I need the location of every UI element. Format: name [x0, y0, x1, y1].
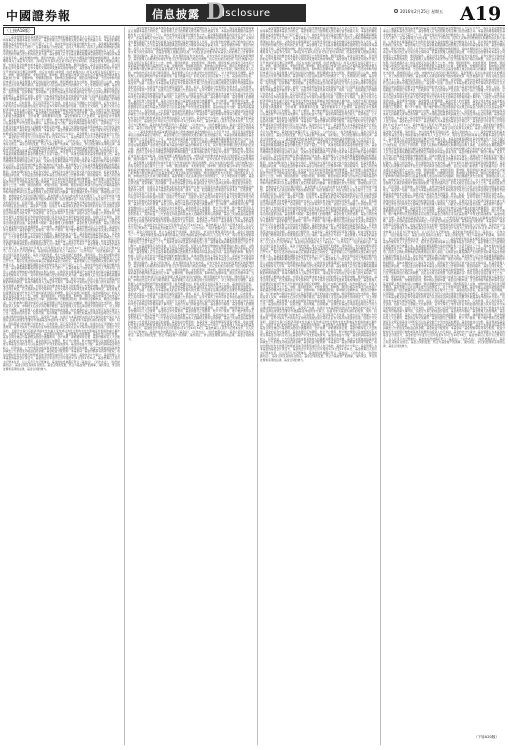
- column-divider: [124, 27, 125, 745]
- column-divider: [380, 27, 381, 745]
- column-text: （一）基金份额发售的基本情况和基金合同生效前的基金份额持有人大会召开方式、程序及表决规则等事宜应遵循本基金合同约定，基金管理人应当按照相关规定履行信息披露义务。本基金的募集期限自基金份额发售之日起不超过三个月，具体发售时间见基金份额发售公告。基金募集期间募集的资金应当存入专门账户，在基金募集行为结束前，任何人不得动用。投资人认购时所缴纳的认购费用由认购人承担，认购资金在募集期间产生的利息将折算为基金份额归基金份额持有人所有，其中利息转份额以登记机构的记录为准。基金管理人应当在基金募集期届满后按照规定办理验资和基金备案手续。基金份额的申购、赎回与转换：投资人在开放日办理基金份额的申购和赎回，具体办理时间为上海证券交易所、深圳证券交易所的正常交易日的交易时间，但基金管理人根据法律法规、中国证监会的要求或本基金合同的规定公告暂停申购、赎回时除外。基金合同生效后，若出现新的证券交易市场、证券交易所交易时间变更或其他特殊情况，基金管理人将视情况对前述开放日及开放时间进行相应的调整，但应在实施日前依照《信息披露办法》的有关规定在指定媒介上公告。申购、赎回的原则：未知价原则，即申购、赎回价格以申请当日收市后计算的基金份额净值为基准进行计算；金额申购、份额赎回原则，即申购以金额申请，赎回以份额申请；当日的申购与赎回申请可以在基金管理人规定的时间以内撤销；赎回遵循先进先出原则，即按照投资人认购、申购的先后次序进行顺序赎回。基金管理人可在法律法规允许的情况下，对上述原则进行调整。基金管理人必须在新规则开始实施前依照《信息披露办法》的有关规定在指定媒介上公告。基金的投资目标、投资范围、投资策略、投资限制、业绩比较基准及风险收益特征应当符合法律法规和中国证监会的规定。基金资产估值：估值日为本基金相关的证券交易场所的交易日以及国家法律法规规定需要对外披露基金净值的非交易日。估值对象为基金所拥有的股票、债券、权证、股指期货合约和银行存款本息、应收款项、其它投资等资产及负债。估值方法应当遵循公允价值原则，证券交易所上市的有价证券的估值按估值日其所在证券交易所的收盘价估值；估值日无交易的，且最近交易日后经济环境未发生重大变化或证券发行机构未发生影响证券价格的重大事件的，以最近交易日的收盘价估值。基金费用与税收：基金管理人的管理费、基金托管人的托管费、基金合同生效后与基金相关的信息披露费用、会计师费、律师费和诉讼费、基金份额持有人大会费用、基金的证券交易费用、基金的银行汇划费用、账户开户费用、账户维护费用以及按照国家有关规定和基金合同约定可以在基金财产中列支的其他费用。基金的收益与分配：基金利润指基金利息收入、投资收益、公允价值变动收益和其他收入扣除相关费用后的余额，基金已实现收益指基金利润减去公允价值变动收益后的余额。基金收益分配原则：本基金每一基金份额享有同等分配权；收益分配时所发生的银行转账或其他手续费用由投资人自行承担。基金的会计与审计：基金管理人为本基金的基金会计责任方，基金的会计年度为公历年度的1月1日至12月31日，基金核算以人民币为记账本位币，以人民币元为记账单位。基金的信息披露应符合《基金法》、《运作办法》、《信息披露办法》、基金合同及其他有关规定。基金合同的变更、终止与基金财产的清算，违约责任，争议的处理和适用的法律，基金合同的效力。（一）基金份额发售的基本情况和基金合同生效前的基金份额持有人大会召开方式、程序及表决规则等事宜应遵循本基金合同约定，基金管理人应当按照相关规定履行信息披露义务。本基金的募集期限自基金份额发售之日起不超过三个月，具体发售时间见基金份额发售公告。基金募集期间募集的资金应当存入专门账户，在基金募集行为结束前，任何人不得动用。投资人认购时所缴纳的认购费用由认购人承担，认购资金在募集期间产生的利息将折算为基金份额归基金份额持有人所有，其中利息转份额以登记机构的记录为准。基金管理人应当在基金募集期届满后按照规定办理验资和基金备案手续。基金份额的申购、赎回与转换：投资人在开放日办理基金份额的申购和赎回，具体办理时间为上海证券交易所、深圳证券交易所的正常交易日的交易时间，但基金管理人根据法律法规、中国证监会的要求或本基金合同的规定公告暂停申购、赎回时除外。基金合同生效后，若出现新的证券交易市场、证券交易所交易时间变更或其他特殊情况，基金管理人将视情况对前述开放日及开放时间进行相应的调整，但应在实施日前依照《信息披露办法》的有关规定在指定媒介上公告。申购、赎回的原则：未知价原则，即申购、赎回价格以申请当日收市后计算的基金份额净值为基准进行计算；金额申购、份额赎回原则，即申购以金额申请，赎回以份额申请；当日的申购与赎回申请可以在基金管理人规定的时间以内撤销；赎回遵循先进先出原则，即按照投资人认购、申购的先后次序进行顺序赎回。基金管理人可在法律法规允许的情况下，对上述原则进行调整。基金管理人必须在新规则开始实施前依照《信息披露办法》的有关规定在指定媒介上公告。基金的投资目标、投资范围、投资策略、投资限制、业绩比较基准及风险收益特征应当符合法律法规和中国证监会的规定。基金资产估值：估值日为本基金相关的证券交易场所的交易日以及国家法律法规规定需要对外披露基金净值的非交易日。估值对象为基金所拥有的股票、债券、权证、股指期货合约和银行存款本息、应收款项、其它投资等资产及负债。估值方法应当遵循公允价值原则，证券交易所上市的有价证券的估值按估值日其所在证券交易所的收盘价估值；估值日无交易的，且最近交易日后经济环境未发生重大变化或证券发行机构未发生影响证券价格的重大事件的，以最近交易日的收盘价估值。基金费用与税收：基金管理人的管理费、基金托管人的托管费、基金合同生效后与基金相关的信息披露费用、会计师费、律师费和诉讼费、基金份额持有人大会费用、基金的证券交易费用、基金的银行汇划费用、账户开户费用、账户维护费用以及按照国家有关规定和基金合同约定可以在基金财产中列支的其他费用。基金的收益与分配：基金利润指基金利息收入、投资收益、公允价值变动收益和其他收入扣除相关费用后的余额，基金已实现收益指基金利润减去公允价值变动收益后的余额。基金收益分配原则：本基金每一基金份额享有同等分配权；收益分配时所发生的银行转账或其他手续费用由投资人自行承担。基金的会计与审计：基金管理人为本基金的基金会计责任方，基金的会计年度为公历年度的1月1日至12月31日，基金核算以人民币为记账本位币，以人民币元为记账单位。基金的信息披露应符合《基金法》、《运作办法》、《信息披露办法》、基金合同及其他有关规定。基金合同的变更、终止与基金财产的清算，违约责任，争议的处理和适用的法律，基金合同的效力。（一）基金份额发售的基本情况和基金合同生效前的基金份额持有人大会召开方式、程序及表决规则等事宜应遵循本基金合同约定，基金管理人应当按照相关规定履行信息披露义务。本基金的募集期限自基金份额发售之日起不超过三个月，具体发售时间见基金份额发售公告。基金募集期间募集的资金应当存入专门账户，在基金募集行为结束前，任何人不得动用。投资人认购时所缴纳的认购费用由认购人承担，认购资金在募集期间产生的利息将折算为基金份额归基金份额持有人所有，其中利息转份额以登记机构的记录为准。基金管理人应当在基金募集期届满后按照规定办理验资和基金备案手续。基金份额的申购、赎回与转换：投资人在开放日办理基金份额的申购和赎回，具体办理时间为上海证券交易所、深圳证券交易所的正常交易日的交易时间，但基金管理人根据法律法规、中国证监会的要求或本基金合同的规定公告暂停申购、赎回时除外。基金合同生效后，若出现新的证券交易市场、证券交易所交易时间变更或其他特殊情况，基金管理人将视情况对前述开放日及开放时间进行相应的调整，但应在实施日前依照《信息披露办法》的有关规定在指定媒介上公告。申购、赎回的原则：未知价原则，即申购、赎回价格以申请当日收市后计算的基金份额净值为基准进行计算；金额申购、份额赎回原则，即申购以金额申请，赎回以份额申请；当日的申购与赎回申请可以在基金管理人规定的时间以内撤销；赎回遵循先进先出原则，即按照投资人认购、申购的先后次序进行顺序赎回。基金管理人可在法律法规允许的情况下，对上述原则进行调整。基金管理人必须在新规则开始实施前依照《信息披露办法》的有关规定在指定媒介上公告。基金的投资目标、投资范围、投资策略、投资限制、业绩比较基准及风险收益特征应当符合法律法规和中国证监会的规定。基金资产估值：估值日为本基金相关的证券交易场所的交易日以及国家法律法规规定需要对外披露基金净值的非交易日。估值对象为基金所拥有的股票、债券、权证、股指期货合约和银行存款本息、应收款项、其它投资等资产及负债。估值方法应当遵循公允价值原则，证券交易所上市的有价证券的估值按估值日其所在证券交易所的收盘价估值；估值日无交易的，且最近交易日后经济环境未发生重大变化或证券发行机构未发生影响证券价格的重大事件的，以最近交易日的收盘价估值。基金费用与税收：基金管理人的管理费、基金托管人的托管费、基金合同生效后与基金相关的信息披露费用、会计师费、律师费和诉讼费、基金份额持有人大会费用、基金的证券交易费用、基金的银行汇划费用、账户开户费用、账户维护费用以及按照国家有关规定和基金合同约定可以在基金财产中列支的其他费用。基金的收益与分配：基金利润指基金利息收入、投资收益、公允价值变动收益和其他收入扣除相关费用后的余额，基金已实现收益指基金利润减去公允价值变动收益后的余额。基金收益分配原则：本基金每一基金份额享有同等分配权；收益分配时所发生的银行转账或其他手续费用由投资人自行承担。基金的会计与审计：基金管理人为本基金的基金会计责任方，基金的会计年度为公历年度的1月1日至12月31日，基金核算以人民币为记账本位币，以人民币元为记账单位。基金的信息披露应符合《基金法》、《运作办法》、《信息披露办法》、基金合同及其他有关规定。基金合同的变更、终止与基金财产的清算，违约责任，争议的处理和适用的法律，基金合同的效力。: [383, 27, 505, 348]
- page-header: [0, 0, 508, 28]
- text-column-2: [128, 27, 254, 745]
- section-initial-letter: D: [206, 0, 226, 25]
- column-divider: [257, 27, 258, 745]
- text-column-3: [260, 27, 377, 745]
- clock-icon: [394, 9, 398, 13]
- newspaper-logo: 中國證券報: [6, 9, 72, 23]
- publication-date: 2016年2月25日 星期五: [400, 9, 444, 14]
- header-rule: [3, 25, 505, 26]
- column-text: （一）基金份额发售的基本情况和基金合同生效前的基金份额持有人大会召开方式、程序及表决规则等事宜应遵循本基金合同约定，基金管理人应当按照相关规定履行信息披露义务。本基金的募集期限自基金份额发售之日起不超过三个月，具体发售时间见基金份额发售公告。基金募集期间募集的资金应当存入专门账户，在基金募集行为结束前，任何人不得动用。投资人认购时所缴纳的认购费用由认购人承担，认购资金在募集期间产生的利息将折算为基金份额归基金份额持有人所有，其中利息转份额以登记机构的记录为准。基金管理人应当在基金募集期届满后按照规定办理验资和基金备案手续。基金份额的申购、赎回与转换：投资人在开放日办理基金份额的申购和赎回，具体办理时间为上海证券交易所、深圳证券交易所的正常交易日的交易时间，但基金管理人根据法律法规、中国证监会的要求或本基金合同的规定公告暂停申购、赎回时除外。基金合同生效后，若出现新的证券交易市场、证券交易所交易时间变更或其他特殊情况，基金管理人将视情况对前述开放日及开放时间进行相应的调整，但应在实施日前依照《信息披露办法》的有关规定在指定媒介上公告。申购、赎回的原则：未知价原则，即申购、赎回价格以申请当日收市后计算的基金份额净值为基准进行计算；金额申购、份额赎回原则，即申购以金额申请，赎回以份额申请；当日的申购与赎回申请可以在基金管理人规定的时间以内撤销；赎回遵循先进先出原则，即按照投资人认购、申购的先后次序进行顺序赎回。基金管理人可在法律法规允许的情况下，对上述原则进行调整。基金管理人必须在新规则开始实施前依照《信息披露办法》的有关规定在指定媒介上公告。基金的投资目标、投资范围、投资策略、投资限制、业绩比较基准及风险收益特征应当符合法律法规和中国证监会的规定。基金资产估值：估值日为本基金相关的证券交易场所的交易日以及国家法律法规规定需要对外披露基金净值的非交易日。估值对象为基金所拥有的股票、债券、权证、股指期货合约和银行存款本息、应收款项、其它投资等资产及负债。估值方法应当遵循公允价值原则，证券交易所上市的有价证券的估值按估值日其所在证券交易所的收盘价估值；估值日无交易的，且最近交易日后经济环境未发生重大变化或证券发行机构未发生影响证券价格的重大事件的，以最近交易日的收盘价估值。基金费用与税收：基金管理人的管理费、基金托管人的托管费、基金合同生效后与基金相关的信息披露费用、会计师费、律师费和诉讼费、基金份额持有人大会费用、基金的证券交易费用、基金的银行汇划费用、账户开户费用、账户维护费用以及按照国家有关规定和基金合同约定可以在基金财产中列支的其他费用。基金的收益与分配：基金利润指基金利息收入、投资收益、公允价值变动收益和其他收入扣除相关费用后的余额，基金已实现收益指基金利润减去公允价值变动收益后的余额。基金收益分配原则：本基金每一基金份额享有同等分配权；收益分配时所发生的银行转账或其他手续费用由投资人自行承担。基金的会计与审计：基金管理人为本基金的基金会计责任方，基金的会计年度为公历年度的1月1日至12月31日，基金核算以人民币为记账本位币，以人民币元为记账单位。基金的信息披露应符合《基金法》、《运作办法》、《信息披露办法》、基金合同及其他有关规定。基金合同的变更、终止与基金财产的清算，违约责任，争议的处理和适用的法律，基金合同的效力。（一）基金份额发售的基本情况和基金合同生效前的基金份额持有人大会召开方式、程序及表决规则等事宜应遵循本基金合同约定，基金管理人应当按照相关规定履行信息披露义务。本基金的募集期限自基金份额发售之日起不超过三个月，具体发售时间见基金份额发售公告。基金募集期间募集的资金应当存入专门账户，在基金募集行为结束前，任何人不得动用。投资人认购时所缴纳的认购费用由认购人承担，认购资金在募集期间产生的利息将折算为基金份额归基金份额持有人所有，其中利息转份额以登记机构的记录为准。基金管理人应当在基金募集期届满后按照规定办理验资和基金备案手续。基金份额的申购、赎回与转换：投资人在开放日办理基金份额的申购和赎回，具体办理时间为上海证券交易所、深圳证券交易所的正常交易日的交易时间，但基金管理人根据法律法规、中国证监会的要求或本基金合同的规定公告暂停申购、赎回时除外。基金合同生效后，若出现新的证券交易市场、证券交易所交易时间变更或其他特殊情况，基金管理人将视情况对前述开放日及开放时间进行相应的调整，但应在实施日前依照《信息披露办法》的有关规定在指定媒介上公告。申购、赎回的原则：未知价原则，即申购、赎回价格以申请当日收市后计算的基金份额净值为基准进行计算；金额申购、份额赎回原则，即申购以金额申请，赎回以份额申请；当日的申购与赎回申请可以在基金管理人规定的时间以内撤销；赎回遵循先进先出原则，即按照投资人认购、申购的先后次序进行顺序赎回。基金管理人可在法律法规允许的情况下，对上述原则进行调整。基金管理人必须在新规则开始实施前依照《信息披露办法》的有关规定在指定媒介上公告。基金的投资目标、投资范围、投资策略、投资限制、业绩比较基准及风险收益特征应当符合法律法规和中国证监会的规定。基金资产估值：估值日为本基金相关的证券交易场所的交易日以及国家法律法规规定需要对外披露基金净值的非交易日。估值对象为基金所拥有的股票、债券、权证、股指期货合约和银行存款本息、应收款项、其它投资等资产及负债。估值方法应当遵循公允价值原则，证券交易所上市的有价证券的估值按估值日其所在证券交易所的收盘价估值；估值日无交易的，且最近交易日后经济环境未发生重大变化或证券发行机构未发生影响证券价格的重大事件的，以最近交易日的收盘价估值。基金费用与税收：基金管理人的管理费、基金托管人的托管费、基金合同生效后与基金相关的信息披露费用、会计师费、律师费和诉讼费、基金份额持有人大会费用、基金的证券交易费用、基金的银行汇划费用、账户开户费用、账户维护费用以及按照国家有关规定和基金合同约定可以在基金财产中列支的其他费用。基金的收益与分配：基金利润指基金利息收入、投资收益、公允价值变动收益和其他收入扣除相关费用后的余额，基金已实现收益指基金利润减去公允价值变动收益后的余额。基金收益分配原则：本基金每一基金份额享有同等分配权；收益分配时所发生的银行转账或其他手续费用由投资人自行承担。基金的会计与审计：基金管理人为本基金的基金会计责任方，基金的会计年度为公历年度的1月1日至12月31日，基金核算以人民币为记账本位币，以人民币元为记账单位。基金的信息披露应符合《基金法》、《运作办法》、《信息披露办法》、基金合同及其他有关规定。基金合同的变更、终止与基金财产的清算，违约责任，争议的处理和适用的法律，基金合同的效力。（一）基金份额发售的基本情况和基金合同生效前的基金份额持有人大会召开方式、程序及表决规则等事宜应遵循本基金合同约定，基金管理人应当按照相关规定履行信息披露义务。本基金的募集期限自基金份额发售之日起不超过三个月，具体发售时间见基金份额发售公告。基金募集期间募集的资金应当存入专门账户，在基金募集行为结束前，任何人不得动用。投资人认购时所缴纳的认购费用由认购人承担，认购资金在募集期间产生的利息将折算为基金份额归基金份额持有人所有，其中利息转份额以登记机构的记录为准。基金管理人应当在基金募集期届满后按照规定办理验资和基金备案手续。基金份额的申购、赎回与转换：投资人在开放日办理基金份额的申购和赎回，具体办理时间为上海证券交易所、深圳证券交易所的正常交易日的交易时间，但基金管理人根据法律法规、中国证监会的要求或本基金合同的规定公告暂停申购、赎回时除外。基金合同生效后，若出现新的证券交易市场、证券交易所交易时间变更或其他特殊情况，基金管理人将视情况对前述开放日及开放时间进行相应的调整，但应在实施日前依照《信息披露办法》的有关规定在指定媒介上公告。申购、赎回的原则：未知价原则，即申购、赎回价格以申请当日收市后计算的基金份额净值为基准进行计算；金额申购、份额赎回原则，即申购以金额申请，赎回以份额申请；当日的申购与赎回申请可以在基金管理人规定的时间以内撤销；赎回遵循先进先出原则，即按照投资人认购、申购的先后次序进行顺序赎回。基金管理人可在法律法规允许的情况下，对上述原则进行调整。基金管理人必须在新规则开始实施前依照《信息披露办法》的有关规定在指定媒介上公告。基金的投资目标、投资范围、投资策略、投资限制、业绩比较基准及风险收益特征应当符合法律法规和中国证监会的规定。基金资产估值：估值日为本基金相关的证券交易场所的交易日以及国家法律法规规定需要对外披露基金净值的非交易日。估值对象为基金所拥有的股票、债券、权证、股指期货合约和银行存款本息、应收款项、其它投资等资产及负债。估值方法应当遵循公允价值原则，证券交易所上市的有价证券的估值按估值日其所在证券交易所的收盘价估值；估值日无交易的，且最近交易日后经济环境未发生重大变化或证券发行机构未发生影响证券价格的重大事件的，以最近交易日的收盘价估值。基金费用与税收：基金管理人的管理费、基金托管人的托管费、基金合同生效后与基金相关的信息披露费用、会计师费、律师费和诉讼费、基金份额持有人大会费用、基金的证券交易费用、基金的银行汇划费用、账户开户费用、账户维护费用以及按照国家有关规定和基金合同约定可以在基金财产中列支的其他费用。基金的收益与分配：基金利润指基金利息收入、投资收益、公允价值变动收益和其他收入扣除相关费用后的余额，基金已实现收益指基金利润减去公允价值变动收益后的余额。基金收益分配原则：本基金每一基金份额享有同等分配权；收益分配时所发生的银行转账或其他手续费用由投资人自行承担。基金的会计与审计：基金管理人为本基金的基金会计责任方，基金的会计年度为公历年度的1月1日至12月31日，基金核算以人民币为记账本位币，以人民币元为记账单位。基金的信息披露应符合《基金法》、《运作办法》、《信息披露办法》、基金合同及其他有关规定。基金合同的变更、终止与基金财产的清算，违约责任，争议的处理和适用的法律，基金合同的效力。: [3, 35, 120, 371]
- continuation-footer: （下转A20版）: [474, 735, 499, 739]
- section-subtitle: isclosure: [222, 8, 271, 19]
- column-text: （一）基金份额发售的基本情况和基金合同生效前的基金份额持有人大会召开方式、程序及表决规则等事宜应遵循本基金合同约定，基金管理人应当按照相关规定履行信息披露义务。本基金的募集期限自基金份额发售之日起不超过三个月，具体发售时间见基金份额发售公告。基金募集期间募集的资金应当存入专门账户，在基金募集行为结束前，任何人不得动用。投资人认购时所缴纳的认购费用由认购人承担，认购资金在募集期间产生的利息将折算为基金份额归基金份额持有人所有，其中利息转份额以登记机构的记录为准。基金管理人应当在基金募集期届满后按照规定办理验资和基金备案手续。基金份额的申购、赎回与转换：投资人在开放日办理基金份额的申购和赎回，具体办理时间为上海证券交易所、深圳证券交易所的正常交易日的交易时间，但基金管理人根据法律法规、中国证监会的要求或本基金合同的规定公告暂停申购、赎回时除外。基金合同生效后，若出现新的证券交易市场、证券交易所交易时间变更或其他特殊情况，基金管理人将视情况对前述开放日及开放时间进行相应的调整，但应在实施日前依照《信息披露办法》的有关规定在指定媒介上公告。申购、赎回的原则：未知价原则，即申购、赎回价格以申请当日收市后计算的基金份额净值为基准进行计算；金额申购、份额赎回原则，即申购以金额申请，赎回以份额申请；当日的申购与赎回申请可以在基金管理人规定的时间以内撤销；赎回遵循先进先出原则，即按照投资人认购、申购的先后次序进行顺序赎回。基金管理人可在法律法规允许的情况下，对上述原则进行调整。基金管理人必须在新规则开始实施前依照《信息披露办法》的有关规定在指定媒介上公告。基金的投资目标、投资范围、投资策略、投资限制、业绩比较基准及风险收益特征应当符合法律法规和中国证监会的规定。基金资产估值：估值日为本基金相关的证券交易场所的交易日以及国家法律法规规定需要对外披露基金净值的非交易日。估值对象为基金所拥有的股票、债券、权证、股指期货合约和银行存款本息、应收款项、其它投资等资产及负债。估值方法应当遵循公允价值原则，证券交易所上市的有价证券的估值按估值日其所在证券交易所的收盘价估值；估值日无交易的，且最近交易日后经济环境未发生重大变化或证券发行机构未发生影响证券价格的重大事件的，以最近交易日的收盘价估值。基金费用与税收：基金管理人的管理费、基金托管人的托管费、基金合同生效后与基金相关的信息披露费用、会计师费、律师费和诉讼费、基金份额持有人大会费用、基金的证券交易费用、基金的银行汇划费用、账户开户费用、账户维护费用以及按照国家有关规定和基金合同约定可以在基金财产中列支的其他费用。基金的收益与分配：基金利润指基金利息收入、投资收益、公允价值变动收益和其他收入扣除相关费用后的余额，基金已实现收益指基金利润减去公允价值变动收益后的余额。基金收益分配原则：本基金每一基金份额享有同等分配权；收益分配时所发生的银行转账或其他手续费用由投资人自行承担。基金的会计与审计：基金管理人为本基金的基金会计责任方，基金的会计年度为公历年度的1月1日至12月31日，基金核算以人民币为记账本位币，以人民币元为记账单位。基金的信息披露应符合《基金法》、《运作办法》、《信息披露办法》、基金合同及其他有关规定。基金合同的变更、终止与基金财产的清算，违约责任，争议的处理和适用的法律，基金合同的效力。（一）基金份额发售的基本情况和基金合同生效前的基金份额持有人大会召开方式、程序及表决规则等事宜应遵循本基金合同约定，基金管理人应当按照相关规定履行信息披露义务。本基金的募集期限自基金份额发售之日起不超过三个月，具体发售时间见基金份额发售公告。基金募集期间募集的资金应当存入专门账户，在基金募集行为结束前，任何人不得动用。投资人认购时所缴纳的认购费用由认购人承担，认购资金在募集期间产生的利息将折算为基金份额归基金份额持有人所有，其中利息转份额以登记机构的记录为准。基金管理人应当在基金募集期届满后按照规定办理验资和基金备案手续。基金份额的申购、赎回与转换：投资人在开放日办理基金份额的申购和赎回，具体办理时间为上海证券交易所、深圳证券交易所的正常交易日的交易时间，但基金管理人根据法律法规、中国证监会的要求或本基金合同的规定公告暂停申购、赎回时除外。基金合同生效后，若出现新的证券交易市场、证券交易所交易时间变更或其他特殊情况，基金管理人将视情况对前述开放日及开放时间进行相应的调整，但应在实施日前依照《信息披露办法》的有关规定在指定媒介上公告。申购、赎回的原则：未知价原则，即申购、赎回价格以申请当日收市后计算的基金份额净值为基准进行计算；金额申购、份额赎回原则，即申购以金额申请，赎回以份额申请；当日的申购与赎回申请可以在基金管理人规定的时间以内撤销；赎回遵循先进先出原则，即按照投资人认购、申购的先后次序进行顺序赎回。基金管理人可在法律法规允许的情况下，对上述原则进行调整。基金管理人必须在新规则开始实施前依照《信息披露办法》的有关规定在指定媒介上公告。基金的投资目标、投资范围、投资策略、投资限制、业绩比较基准及风险收益特征应当符合法律法规和中国证监会的规定。基金资产估值：估值日为本基金相关的证券交易场所的交易日以及国家法律法规规定需要对外披露基金净值的非交易日。估值对象为基金所拥有的股票、债券、权证、股指期货合约和银行存款本息、应收款项、其它投资等资产及负债。估值方法应当遵循公允价值原则，证券交易所上市的有价证券的估值按估值日其所在证券交易所的收盘价估值；估值日无交易的，且最近交易日后经济环境未发生重大变化或证券发行机构未发生影响证券价格的重大事件的，以最近交易日的收盘价估值。基金费用与税收：基金管理人的管理费、基金托管人的托管费、基金合同生效后与基金相关的信息披露费用、会计师费、律师费和诉讼费、基金份额持有人大会费用、基金的证券交易费用、基金的银行汇划费用、账户开户费用、账户维护费用以及按照国家有关规定和基金合同约定可以在基金财产中列支的其他费用。基金的收益与分配：基金利润指基金利息收入、投资收益、公允价值变动收益和其他收入扣除相关费用后的余额，基金已实现收益指基金利润减去公允价值变动收益后的余额。基金收益分配原则：本基金每一基金份额享有同等分配权；收益分配时所发生的银行转账或其他手续费用由投资人自行承担。基金的会计与审计：基金管理人为本基金的基金会计责任方，基金的会计年度为公历年度的1月1日至12月31日，基金核算以人民币为记账本位币，以人民币元为记账单位。基金的信息披露应符合《基金法》、《运作办法》、《信息披露办法》、基金合同及其他有关规定。基金合同的变更、终止与基金财产的清算，违约责任，争议的处理和适用的法律，基金合同的效力。（一）基金份额发售的基本情况和基金合同生效前的基金份额持有人大会召开方式、程序及表决规则等事宜应遵循本基金合同约定，基金管理人应当按照相关规定履行信息披露义务。本基金的募集期限自基金份额发售之日起不超过三个月，具体发售时间见基金份额发售公告。基金募集期间募集的资金应当存入专门账户，在基金募集行为结束前，任何人不得动用。投资人认购时所缴纳的认购费用由认购人承担，认购资金在募集期间产生的利息将折算为基金份额归基金份额持有人所有，其中利息转份额以登记机构的记录为准。基金管理人应当在基金募集期届满后按照规定办理验资和基金备案手续。基金份额的申购、赎回与转换：投资人在开放日办理基金份额的申购和赎回，具体办理时间为上海证券交易所、深圳证券交易所的正常交易日的交易时间，但基金管理人根据法律法规、中国证监会的要求或本基金合同的规定公告暂停申购、赎回时除外。基金合同生效后，若出现新的证券交易市场、证券交易所交易时间变更或其他特殊情况，基金管理人将视情况对前述开放日及开放时间进行相应的调整，但应在实施日前依照《信息披露办法》的有关规定在指定媒介上公告。申购、赎回的原则：未知价原则，即申购、赎回价格以申请当日收市后计算的基金份额净值为基准进行计算；金额申购、份额赎回原则，即申购以金额申请，赎回以份额申请；当日的申购与赎回申请可以在基金管理人规定的时间以内撤销；赎回遵循先进先出原则，即按照投资人认购、申购的先后次序进行顺序赎回。基金管理人可在法律法规允许的情况下，对上述原则进行调整。基金管理人必须在新规则开始实施前依照《信息披露办法》的有关规定在指定媒介上公告。基金的投资目标、投资范围、投资策略、投资限制、业绩比较基准及风险收益特征应当符合法律法规和中国证监会的规定。基金资产估值：估值日为本基金相关的证券交易场所的交易日以及国家法律法规规定需要对外披露基金净值的非交易日。估值对象为基金所拥有的股票、债券、权证、股指期货合约和银行存款本息、应收款项、其它投资等资产及负债。估值方法应当遵循公允价值原则，证券交易所上市的有价证券的估值按估值日其所在证券交易所的收盘价估值；估值日无交易的，且最近交易日后经济环境未发生重大变化或证券发行机构未发生影响证券价格的重大事件的，以最近交易日的收盘价估值。基金费用与税收：基金管理人的管理费、基金托管人的托管费、基金合同生效后与基金相关的信息披露费用、会计师费、律师费和诉讼费、基金份额持有人大会费用、基金的证券交易费用、基金的银行汇划费用、账户开户费用、账户维护费用以及按照国家有关规定和基金合同约定可以在基金财产中列支的其他费用。基金的收益与分配：基金利润指基金利息收入、投资收益、公允价值变动收益和其他收入扣除相关费用后的余额，基金已实现收益指基金利润减去公允价值变动收益后的余额。基金收益分配原则：本基金每一基金份额享有同等分配权；收益分配时所发生的银行转账或其他手续费用由投资人自行承担。基金的会计与审计：基金管理人为本基金的基金会计责任方，基金的会计年度为公历年度的1月1日至12月31日，基金核算以人民币为记账本位币，以人民币元为记账单位。基金的信息披露应符合《基金法》、《运作办法》、《信息披露办法》、基金合同及其他有关规定。基金合同的变更、终止与基金财产的清算，违约责任，争议的处理和适用的法律，基金合同的效力。: [260, 27, 377, 362]
- column-text: （一）基金份额发售的基本情况和基金合同生效前的基金份额持有人大会召开方式、程序及表决规则等事宜应遵循本基金合同约定，基金管理人应当按照相关规定履行信息披露义务。本基金的募集期限自基金份额发售之日起不超过三个月，具体发售时间见基金份额发售公告。基金募集期间募集的资金应当存入专门账户，在基金募集行为结束前，任何人不得动用。投资人认购时所缴纳的认购费用由认购人承担，认购资金在募集期间产生的利息将折算为基金份额归基金份额持有人所有，其中利息转份额以登记机构的记录为准。基金管理人应当在基金募集期届满后按照规定办理验资和基金备案手续。基金份额的申购、赎回与转换：投资人在开放日办理基金份额的申购和赎回，具体办理时间为上海证券交易所、深圳证券交易所的正常交易日的交易时间，但基金管理人根据法律法规、中国证监会的要求或本基金合同的规定公告暂停申购、赎回时除外。基金合同生效后，若出现新的证券交易市场、证券交易所交易时间变更或其他特殊情况，基金管理人将视情况对前述开放日及开放时间进行相应的调整，但应在实施日前依照《信息披露办法》的有关规定在指定媒介上公告。申购、赎回的原则：未知价原则，即申购、赎回价格以申请当日收市后计算的基金份额净值为基准进行计算；金额申购、份额赎回原则，即申购以金额申请，赎回以份额申请；当日的申购与赎回申请可以在基金管理人规定的时间以内撤销；赎回遵循先进先出原则，即按照投资人认购、申购的先后次序进行顺序赎回。基金管理人可在法律法规允许的情况下，对上述原则进行调整。基金管理人必须在新规则开始实施前依照《信息披露办法》的有关规定在指定媒介上公告。基金的投资目标、投资范围、投资策略、投资限制、业绩比较基准及风险收益特征应当符合法律法规和中国证监会的规定。基金资产估值：估值日为本基金相关的证券交易场所的交易日以及国家法律法规规定需要对外披露基金净值的非交易日。估值对象为基金所拥有的股票、债券、权证、股指期货合约和银行存款本息、应收款项、其它投资等资产及负债。估值方法应当遵循公允价值原则，证券交易所上市的有价证券的估值按估值日其所在证券交易所的收盘价估值；估值日无交易的，且最近交易日后经济环境未发生重大变化或证券发行机构未发生影响证券价格的重大事件的，以最近交易日的收盘价估值。基金费用与税收：基金管理人的管理费、基金托管人的托管费、基金合同生效后与基金相关的信息披露费用、会计师费、律师费和诉讼费、基金份额持有人大会费用、基金的证券交易费用、基金的银行汇划费用、账户开户费用、账户维护费用以及按照国家有关规定和基金合同约定可以在基金财产中列支的其他费用。基金的收益与分配：基金利润指基金利息收入、投资收益、公允价值变动收益和其他收入扣除相关费用后的余额，基金已实现收益指基金利润减去公允价值变动收益后的余额。基金收益分配原则：本基金每一基金份额享有同等分配权；收益分配时所发生的银行转账或其他手续费用由投资人自行承担。基金的会计与审计：基金管理人为本基金的基金会计责任方，基金的会计年度为公历年度的1月1日至12月31日，基金核算以人民币为记账本位币，以人民币元为记账单位。基金的信息披露应符合《基金法》、《运作办法》、《信息披露办法》、基金合同及其他有关规定。基金合同的变更、终止与基金财产的清算，违约责任，争议的处理和适用的法律，基金合同的效力。（一）基金份额发售的基本情况和基金合同生效前的基金份额持有人大会召开方式、程序及表决规则等事宜应遵循本基金合同约定，基金管理人应当按照相关规定履行信息披露义务。本基金的募集期限自基金份额发售之日起不超过三个月，具体发售时间见基金份额发售公告。基金募集期间募集的资金应当存入专门账户，在基金募集行为结束前，任何人不得动用。投资人认购时所缴纳的认购费用由认购人承担，认购资金在募集期间产生的利息将折算为基金份额归基金份额持有人所有，其中利息转份额以登记机构的记录为准。基金管理人应当在基金募集期届满后按照规定办理验资和基金备案手续。基金份额的申购、赎回与转换：投资人在开放日办理基金份额的申购和赎回，具体办理时间为上海证券交易所、深圳证券交易所的正常交易日的交易时间，但基金管理人根据法律法规、中国证监会的要求或本基金合同的规定公告暂停申购、赎回时除外。基金合同生效后，若出现新的证券交易市场、证券交易所交易时间变更或其他特殊情况，基金管理人将视情况对前述开放日及开放时间进行相应的调整，但应在实施日前依照《信息披露办法》的有关规定在指定媒介上公告。申购、赎回的原则：未知价原则，即申购、赎回价格以申请当日收市后计算的基金份额净值为基准进行计算；金额申购、份额赎回原则，即申购以金额申请，赎回以份额申请；当日的申购与赎回申请可以在基金管理人规定的时间以内撤销；赎回遵循先进先出原则，即按照投资人认购、申购的先后次序进行顺序赎回。基金管理人可在法律法规允许的情况下，对上述原则进行调整。基金管理人必须在新规则开始实施前依照《信息披露办法》的有关规定在指定媒介上公告。基金的投资目标、投资范围、投资策略、投资限制、业绩比较基准及风险收益特征应当符合法律法规和中国证监会的规定。基金资产估值：估值日为本基金相关的证券交易场所的交易日以及国家法律法规规定需要对外披露基金净值的非交易日。估值对象为基金所拥有的股票、债券、权证、股指期货合约和银行存款本息、应收款项、其它投资等资产及负债。估值方法应当遵循公允价值原则，证券交易所上市的有价证券的估值按估值日其所在证券交易所的收盘价估值；估值日无交易的，且最近交易日后经济环境未发生重大变化或证券发行机构未发生影响证券价格的重大事件的，以最近交易日的收盘价估值。基金费用与税收：基金管理人的管理费、基金托管人的托管费、基金合同生效后与基金相关的信息披露费用、会计师费、律师费和诉讼费、基金份额持有人大会费用、基金的证券交易费用、基金的银行汇划费用、账户开户费用、账户维护费用以及按照国家有关规定和基金合同约定可以在基金财产中列支的其他费用。基金的收益与分配：基金利润指基金利息收入、投资收益、公允价值变动收益和其他收入扣除相关费用后的余额，基金已实现收益指基金利润减去公允价值变动收益后的余额。基金收益分配原则：本基金每一基金份额享有同等分配权；收益分配时所发生的银行转账或其他手续费用由投资人自行承担。基金的会计与审计：基金管理人为本基金的基金会计责任方，基金的会计年度为公历年度的1月1日至12月31日，基金核算以人民币为记账本位币，以人民币元为记账单位。基金的信息披露应符合《基金法》、《运作办法》、《信息披露办法》、基金合同及其他有关规定。基金合同的变更、终止与基金财产的清算，违约责任，争议的处理和适用的法律，基金合同的效力。（一）基金份额发售的基本情况和基金合同生效前的基金份额持有人大会召开方式、程序及表决规则等事宜应遵循本基金合同约定，基金管理人应当按照相关规定履行信息披露义务。本基金的募集期限自基金份额发售之日起不超过三个月，具体发售时间见基金份额发售公告。基金募集期间募集的资金应当存入专门账户，在基金募集行为结束前，任何人不得动用。投资人认购时所缴纳的认购费用由认购人承担，认购资金在募集期间产生的利息将折算为基金份额归基金份额持有人所有，其中利息转份额以登记机构的记录为准。基金管理人应当在基金募集期届满后按照规定办理验资和基金备案手续。基金份额的申购、赎回与转换：投资人在开放日办理基金份额的申购和赎回，具体办理时间为上海证券交易所、深圳证券交易所的正常交易日的交易时间，但基金管理人根据法律法规、中国证监会的要求或本基金合同的规定公告暂停申购、赎回时除外。基金合同生效后，若出现新的证券交易市场、证券交易所交易时间变更或其他特殊情况，基金管理人将视情况对前述开放日及开放时间进行相应的调整，但应在实施日前依照《信息披露办法》的有关规定在指定媒介上公告。申购、赎回的原则：未知价原则，即申购、赎回价格以申请当日收市后计算的基金份额净值为基准进行计算；金额申购、份额赎回原则，即申购以金额申请，赎回以份额申请；当日的申购与赎回申请可以在基金管理人规定的时间以内撤销；赎回遵循先进先出原则，即按照投资人认购、申购的先后次序进行顺序赎回。基金管理人可在法律法规允许的情况下，对上述原则进行调整。基金管理人必须在新规则开始实施前依照《信息披露办法》的有关规定在指定媒介上公告。基金的投资目标、投资范围、投资策略、投资限制、业绩比较基准及风险收益特征应当符合法律法规和中国证监会的规定。基金资产估值：估值日为本基金相关的证券交易场所的交易日以及国家法律法规规定需要对外披露基金净值的非交易日。估值对象为基金所拥有的股票、债券、权证、股指期货合约和银行存款本息、应收款项、其它投资等资产及负债。估值方法应当遵循公允价值原则，证券交易所上市的有价证券的估值按估值日其所在证券交易所的收盘价估值；估值日无交易的，且最近交易日后经济环境未发生重大变化或证券发行机构未发生影响证券价格的重大事件的，以最近交易日的收盘价估值。基金费用与税收：基金管理人的管理费、基金托管人的托管费、基金合同生效后与基金相关的信息披露费用、会计师费、律师费和诉讼费、基金份额持有人大会费用、基金的证券交易费用、基金的银行汇划费用、账户开户费用、账户维护费用以及按照国家有关规定和基金合同约定可以在基金财产中列支的其他费用。基金的收益与分配：基金利润指基金利息收入、投资收益、公允价值变动收益和其他收入扣除相关费用后的余额，基金已实现收益指基金利润减去公允价值变动收益后的余额。基金收益分配原则：本基金每一基金份额享有同等分配权；收益分配时所发生的银行转账或其他手续费用由投资人自行承担。基金的会计与审计：基金管理人为本基金的基金会计责任方，基金的会计年度为公历年度的1月1日至12月31日，基金核算以人民币为记账本位币，以人民币元为记账单位。基金的信息披露应符合《基金法》、《运作办法》、《信息披露办法》、基金合同及其他有关规定。基金合同的变更、终止与基金财产的清算，违约责任，争议的处理和适用的法律，基金合同的效力。: [128, 27, 254, 341]
- text-column-4: [383, 27, 505, 745]
- continuation-marker: （上接A18版）: [5, 28, 33, 33]
- text-column-1: [3, 27, 120, 745]
- article-body: [3, 27, 505, 745]
- page-number: A19: [460, 3, 502, 25]
- section-title: 信息披露: [152, 8, 200, 21]
